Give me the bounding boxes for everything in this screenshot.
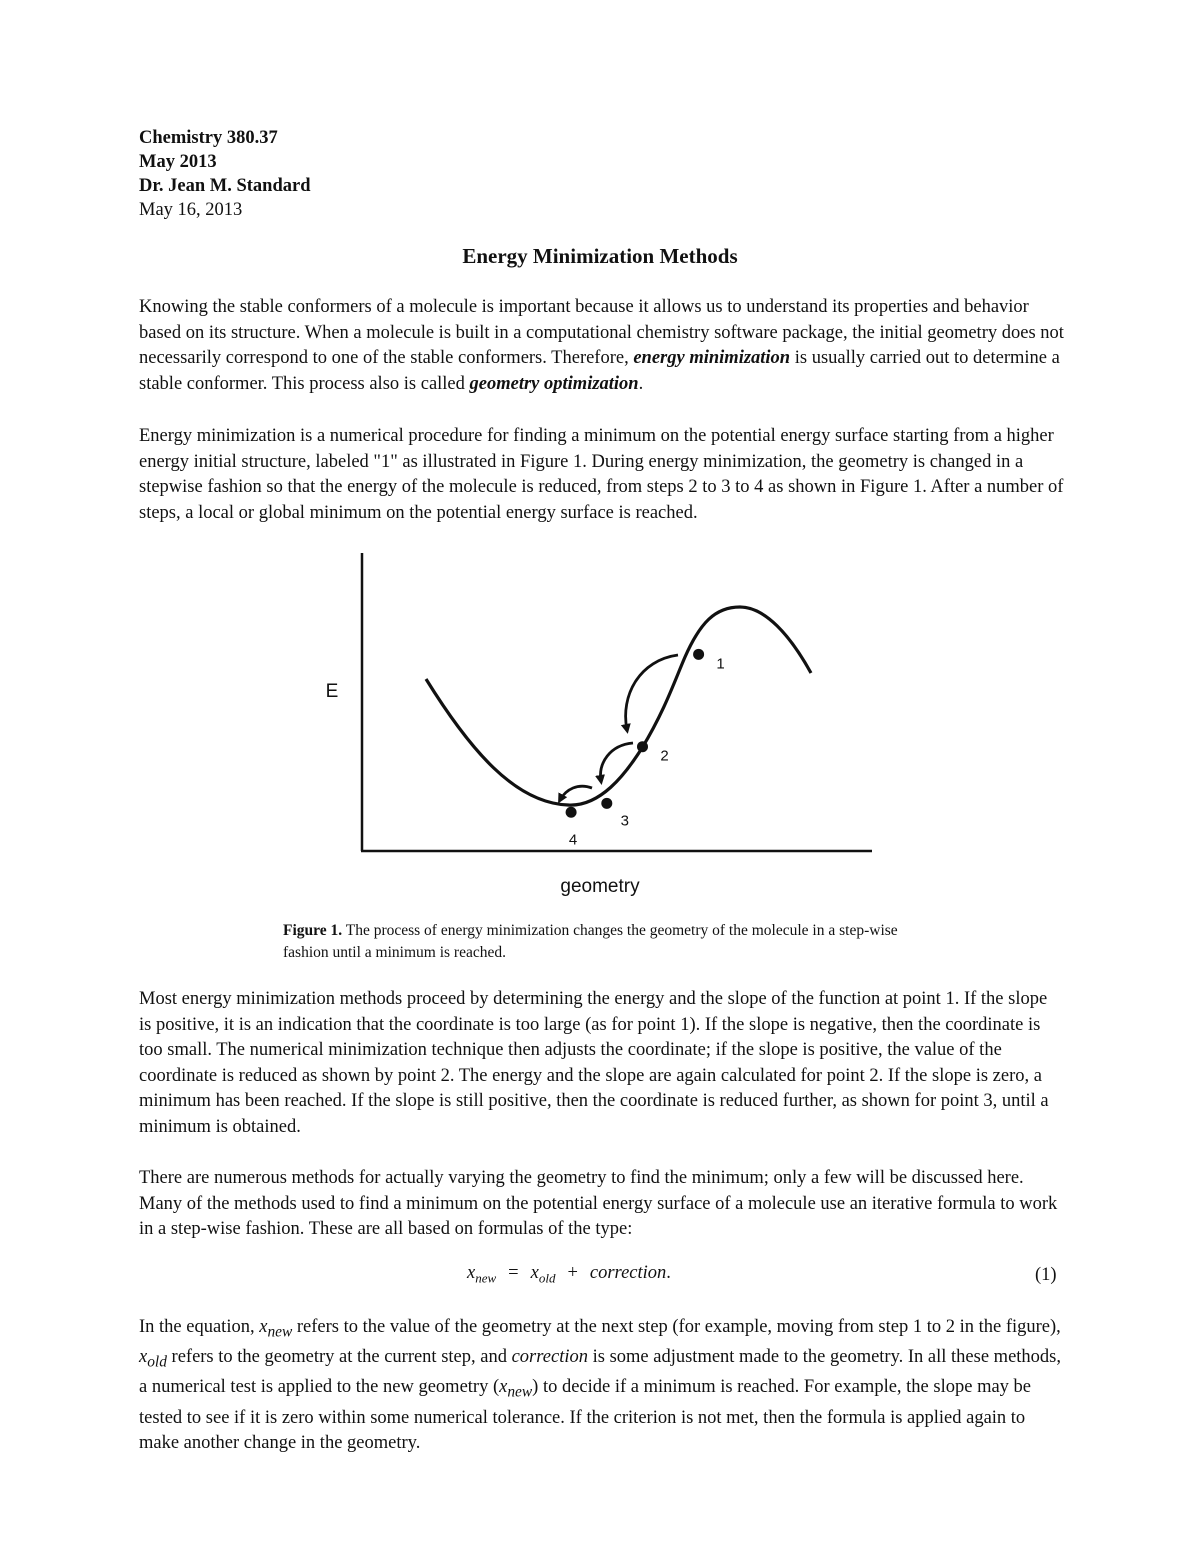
paragraph-equation-explained <box>139 1315 1064 1457</box>
p5-x-old: x <box>139 1347 148 1368</box>
x-axis-label: geometry <box>560 876 640 897</box>
p5-sub-old: old <box>147 1353 167 1371</box>
point-1 <box>693 649 704 660</box>
eq-x-old: x <box>530 1263 539 1283</box>
date: May 16, 2013 <box>139 200 243 220</box>
arrow-3-to-4 <box>560 786 592 800</box>
figure-1 <box>300 545 900 905</box>
energy-curve <box>426 607 811 805</box>
p1-text-b: is usually carried out to determine a stable conformer. This process also is called <box>139 348 1060 394</box>
caption-label: Figure 1. <box>283 922 343 939</box>
eq-correction: correction <box>589 1263 667 1283</box>
point-label-1: 1 <box>716 655 725 673</box>
document-header <box>139 126 311 222</box>
eq-plus: + <box>567 1263 578 1283</box>
eq-x-new: x <box>467 1263 476 1283</box>
point-label-4: 4 <box>568 831 578 849</box>
p5-text-e: ) to decide if a minimum is reached. For example, the slope may be tested to see if it is zero within some numerical tolerance. If the criterion is not met, then the formula is applied again to make another change in the geometry. <box>139 1377 1032 1454</box>
paragraph-procedure: Energy minimization is a numerical procedure for finding a minimum on the potential energy surface starting from a higher energy initial structure, labeled "1" as illustrated in Figure 1. During energy minimization, the geometry is changed in a stepwise fashion so that the energy of the molecule is reduced, from steps 2 to 3 to 4 as shown in Figure 1. After a number of steps, a local or global minimum on the potential energy surface is reached. <box>139 426 1064 523</box>
p5-x-new-2: x <box>499 1377 508 1398</box>
eq-period: . <box>666 1263 671 1283</box>
instructor: Dr. Jean M. Standard <box>139 176 311 196</box>
page-title: Energy Minimization Methods <box>462 244 738 268</box>
equation-expression <box>467 1263 671 1287</box>
p5-text-c: refers to the geometry at the current step, and <box>166 1347 512 1368</box>
arrow-2-to-3 <box>601 743 633 781</box>
equation-number: (1) <box>1035 1265 1057 1285</box>
y-axis-label: E <box>325 681 339 702</box>
p5-text-d: is some adjustment made to the geometry. In all these methods, a numerical test is applied to the new geometry ( <box>139 1347 1061 1398</box>
p5-x-new: x <box>259 1317 268 1337</box>
point-label-3: 3 <box>620 812 629 830</box>
term-geometry-optimization: geometry optimization <box>469 373 639 394</box>
equation-1 <box>0 1263 1200 1293</box>
point-label-2: 2 <box>660 747 669 765</box>
p5-sub-new-2: new <box>507 1384 533 1402</box>
point-3 <box>601 798 612 809</box>
p5-sub-new: new <box>267 1323 293 1341</box>
eq-sub-old: old <box>538 1270 556 1286</box>
p1-text-c: . <box>638 373 644 394</box>
point-2 <box>637 741 648 752</box>
paragraph-intro <box>139 295 1064 397</box>
course-name: Chemistry 380.37 <box>139 128 278 148</box>
figure-caption <box>283 920 923 964</box>
paragraph-methods: There are numerous methods for actually varying the geometry to find the minimum; only a few will be discussed here. Many of the methods used to find a minimum on the potential energy surface of a molecule use an iterative formula to work in a step-wise fashion. These are all based on formulas of the type: <box>139 1168 1058 1239</box>
term-energy-minimization: energy minimization <box>633 348 791 368</box>
term: May 2013 <box>139 152 217 172</box>
p5-text-b: refers to the value of the geometry at the next step (for example, moving from step 1 to 2 in the figure), <box>292 1317 1061 1337</box>
paragraph-slope: Most energy minimization methods proceed by determining the energy and the slope of the function at point 1. If the slope is positive, it is an indication that the coordinate is too large (as for point 1). If the slope is negative, then the coordinate is too small. The numerical minimization technique then adjusts the coordinate; if the slope is positive, the value of the coordinate is reduced as shown by point 2. The energy and the slope are again calculated for point 2. If the slope is zero, a minimum has been reached. If the slope is still positive, then the coordinate is reduced further, as shown for point 3, until a minimum is obtained. <box>139 989 1049 1137</box>
p5-correction: correction <box>511 1347 588 1368</box>
point-4 <box>566 807 577 818</box>
p5-text-a: In the equation, <box>139 1317 260 1337</box>
eq-sub-new: new <box>475 1270 497 1286</box>
caption-text: The process of energy minimization changes the geometry of the molecule in a step-wise fashion until a minimum is reached. <box>283 922 898 961</box>
eq-equals: = <box>508 1263 519 1283</box>
p1-text-a: Knowing the stable conformers of a molecule is important because it allows us to understand its properties and behavior based on its structure. When a molecule is built in a computational chemistry software package, the initial geometry does not necessarily correspond to one of the stable conformers. Therefore, <box>139 297 1064 368</box>
